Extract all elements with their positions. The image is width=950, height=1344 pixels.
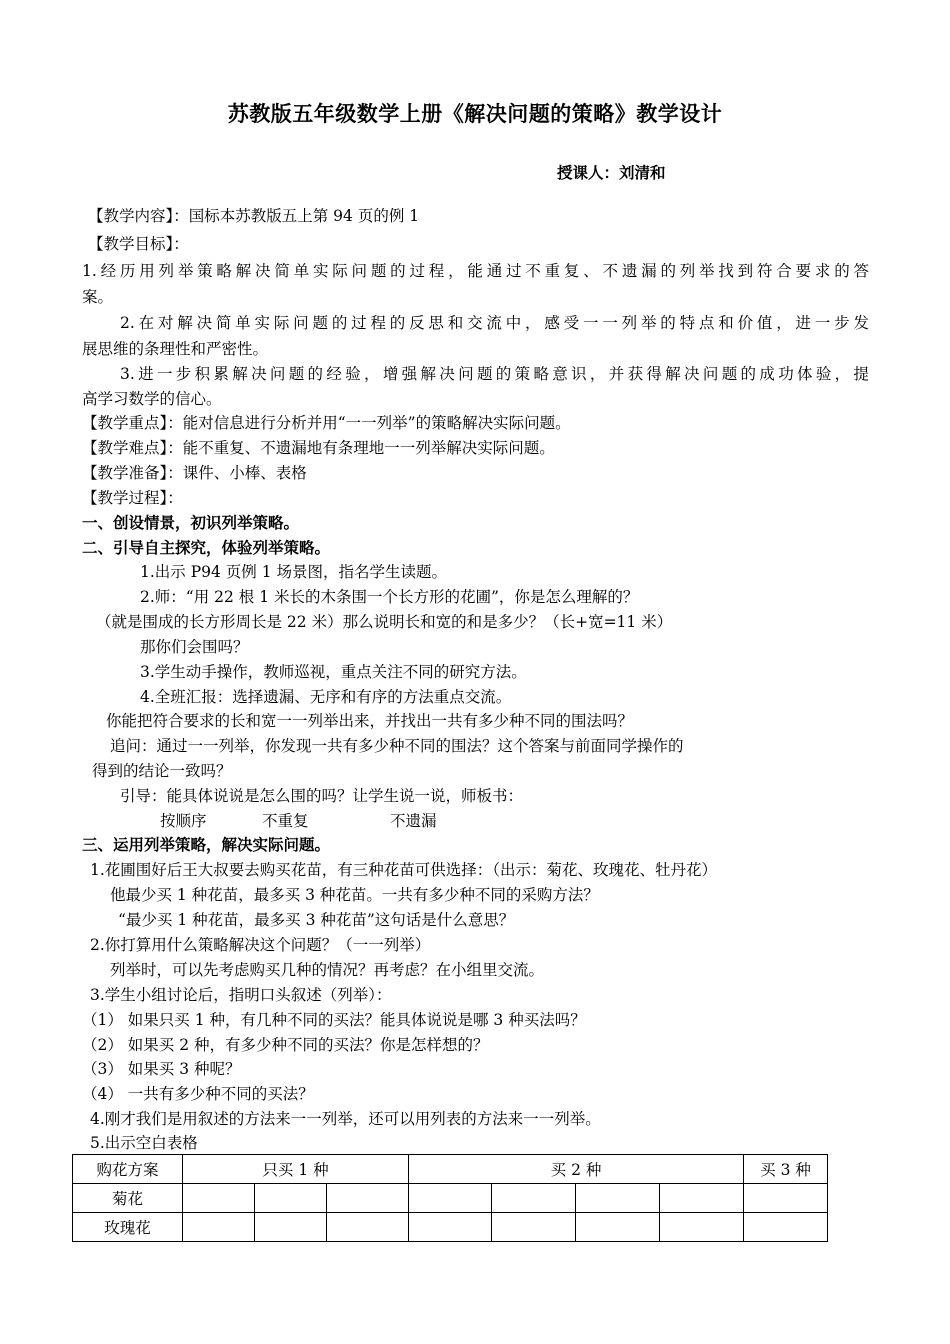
text-line: 高学习数学的信心。 xyxy=(82,390,222,408)
table-cell xyxy=(660,1184,744,1213)
table-cell xyxy=(255,1184,327,1213)
board-writing: 不遗漏 xyxy=(390,812,437,830)
section-heading: 三、运用列举策略，解决实际问题。 xyxy=(82,836,331,854)
table-row-label: 玫瑰花 xyxy=(73,1213,183,1242)
text-line: 【教学过程】： xyxy=(82,489,183,507)
text-line: 得到的结论一致吗？ xyxy=(92,762,232,780)
table-row xyxy=(73,1184,828,1213)
text-line: 2.师：“用 22 根 1 米长的木条围一个长方形的花圃”，你是怎么理解的？ xyxy=(140,588,639,606)
table-cell xyxy=(492,1213,576,1242)
flower-plan-table xyxy=(72,1154,828,1242)
table-row-label: 菊花 xyxy=(73,1184,183,1213)
text-line: （就是围成的长方形周长是 22 米）那么说明长和宽的和是多少？（长+宽=11 米） xyxy=(96,613,673,631)
table-cell xyxy=(255,1213,327,1242)
table-cell xyxy=(576,1184,660,1213)
text-line: 展思维的条理性和严密性。 xyxy=(82,340,269,358)
table-cell xyxy=(744,1184,828,1213)
text-line: 案。 xyxy=(82,288,114,306)
text-line: 1.经历用列举策略解决简单实际问题的过程，能通过不重复、不遗漏的列举找到符合要求的答 xyxy=(82,262,869,280)
text-line: 那你们会围吗？ xyxy=(140,638,249,656)
text-line: 追问：通过一一列举，你发现一共有多少种不同的围法？这个答案与前面同学操作的 xyxy=(110,737,684,755)
table-cell xyxy=(409,1213,492,1242)
text-line: 3.学生动手操作，教师巡视，重点关注不同的研究方法。 xyxy=(140,663,527,681)
text-line: （4） 一共有多少种不同的买法？ xyxy=(82,1085,314,1103)
section-heading: 一、创设情景，初识列举策略。 xyxy=(82,514,300,532)
document-title: 苏教版五年级数学上册《解决问题的策略》教学设计 xyxy=(227,102,723,126)
text-line: 2.你打算用什么策略解决这个问题？（一一列举） xyxy=(90,936,431,954)
text-line: 2.在对解决简单实际问题的过程的反思和交流中，感受一一列举的特点和价值，进一步发 xyxy=(120,314,869,332)
table-header-row xyxy=(73,1155,828,1184)
table-header-cell: 买 2 种 xyxy=(409,1155,744,1184)
text-line: 4.全班汇报：选择遗漏、无序和有序的方法重点交流。 xyxy=(140,688,512,706)
text-line: 5.出示空白表格 xyxy=(90,1134,198,1152)
table-header-cell: 买 3 种 xyxy=(744,1155,828,1184)
table-cell xyxy=(327,1184,409,1213)
text-line: 【教学重点】：能对信息进行分析并用“一一列举”的策略解决实际问题。 xyxy=(82,414,571,432)
table-row xyxy=(73,1213,828,1242)
board-writing: 不重复 xyxy=(262,812,309,830)
text-line: 你能把符合要求的长和宽一一列举出来，并找出一共有多少种不同的围法吗？ xyxy=(106,712,634,730)
table-cell xyxy=(576,1213,660,1242)
text-line: （1） 如果只买 1 种，有几种不同的买法？能具体说说是哪 3 种买法吗？ xyxy=(82,1011,586,1029)
text-line: （2） 如果买 2 种，有多少种不同的买法？你是怎样想的？ xyxy=(82,1036,489,1054)
table-cell xyxy=(183,1184,255,1213)
text-line: “最少买 1 种花苗，最多买 3 种花苗”这句话是什么意思？ xyxy=(118,911,515,929)
table-header-cell: 购花方案 xyxy=(73,1155,183,1184)
author-line: 授课人：刘清和 xyxy=(557,164,666,182)
text-line: 列举时，可以先考虑购买几种的情况？再考虑？在小组里交流。 xyxy=(110,961,545,979)
text-line: 【教学内容】：国标本苏教版五上第 94 页的例 1 xyxy=(88,207,420,225)
table-cell xyxy=(183,1213,255,1242)
table-header-cell: 只买 1 种 xyxy=(183,1155,409,1184)
text-line: 4.刚才我们是用叙述的方法来一一列举，还可以用列表的方法来一一列举。 xyxy=(90,1110,601,1128)
text-line: 引导：能具体说说是怎么围的吗？让学生说一说，师板书： xyxy=(120,787,524,805)
text-line: 【教学目标】： xyxy=(88,235,189,253)
table-cell xyxy=(492,1184,576,1213)
table-cell xyxy=(744,1213,828,1242)
text-line: 3.进一步积累解决问题的经验，增强解决问题的策略意识，并获得解决问题的成功体验，提 xyxy=(120,365,869,383)
board-writing: 按顺序 xyxy=(160,812,207,830)
text-line: 1.花圃围好后王大叔要去购买花苗，有三种花苗可供选择：（出示：菊花、玫瑰花、牡丹花） xyxy=(90,861,718,879)
table-cell xyxy=(327,1213,409,1242)
table-cell xyxy=(409,1184,492,1213)
text-line: 【教学难点】：能不重复、不遗漏地有条理地一一列举解决实际问题。 xyxy=(82,439,555,457)
text-line: 1.出示 P94 页例 1 场景图，指名学生读题。 xyxy=(140,563,448,581)
section-heading: 二、引导自主探究，体验列举策略。 xyxy=(82,539,331,557)
text-line: 他最少买 1 种花苗，最多买 3 种花苗。一共有多少种不同的采购方法？ xyxy=(110,886,599,904)
table-cell xyxy=(660,1213,744,1242)
text-line: 【教学准备】：课件、小棒、表格 xyxy=(82,464,307,482)
text-line: （3） 如果买 3 种呢？ xyxy=(82,1060,241,1078)
text-line: 3.学生小组讨论后，指明口头叙述（列举）： xyxy=(90,986,392,1004)
